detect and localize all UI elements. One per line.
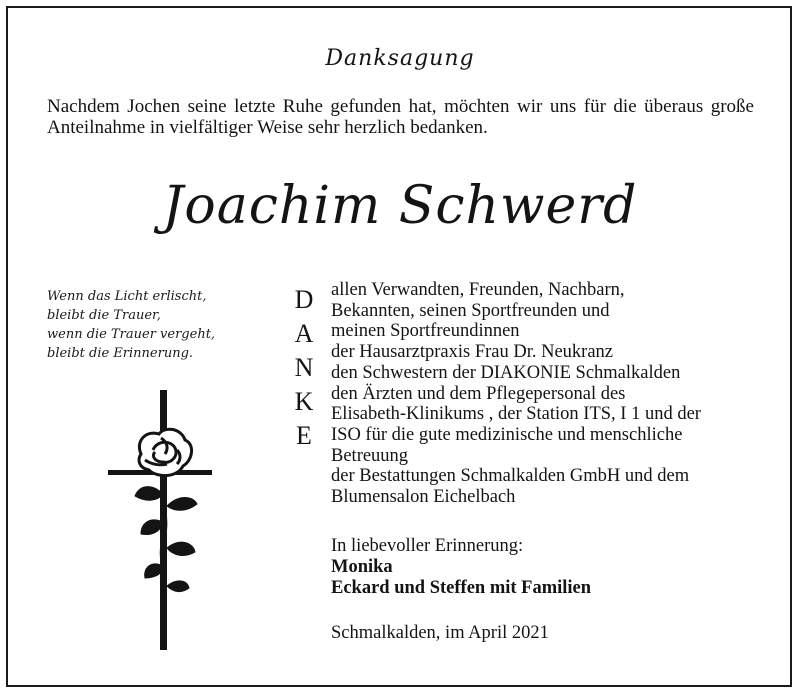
danke-letter: D — [294, 285, 314, 314]
danke-letter: E — [296, 421, 312, 450]
thanks-line: Blumensalon Eichelbach — [331, 487, 516, 508]
thanks-line: der Hausarztpraxis Frau Dr. Neukranz — [331, 342, 614, 363]
danke-letter: A — [294, 319, 314, 348]
danke-vertical — [290, 283, 318, 453]
deceased-name: Joachim Schwerd — [162, 176, 638, 236]
closing-block — [331, 536, 591, 599]
poem-line: wenn die Trauer vergeht, — [47, 327, 216, 342]
danke-letter: N — [294, 353, 314, 382]
poem — [47, 287, 215, 363]
poem-line: Wenn das Licht erlischt, — [47, 289, 207, 304]
poem-line: bleibt die Trauer, — [47, 308, 161, 323]
closing-intro: In liebevoller Erinnerung: — [331, 536, 524, 556]
thanks-line: Bekannten, seinen Sportfreunden und — [331, 300, 610, 321]
intro-text: Nachdem Jochen seine letzte Ruhe gefunden hat, möchten wir uns für die überaus große Anteilnahme in vielfältiger Weise sehr herzlich bedanken. — [47, 96, 754, 138]
thanks-line: Betreuung — [331, 445, 409, 466]
place-date: Schmalkalden, im April 2021 — [331, 623, 549, 643]
thanks-line: den Ärzten und dem Pflegepersonal des — [331, 383, 626, 404]
poem-line: bleibt die Erinnerung. — [47, 346, 194, 361]
thanks-line: meinen Sportfreundinnen — [331, 321, 520, 342]
danke-letter: K — [294, 387, 314, 416]
thanks-line: Elisabeth-Klinikums , der Station ITS, I 1 und der — [331, 404, 701, 425]
thanks-line: ISO für die gute medizinische und menschliche — [331, 424, 683, 445]
thanks-line: allen Verwandten, Freunden, Nachbarn, — [331, 280, 625, 300]
thanks-line: der Bestattungen Schmalkalden GmbH und dem — [331, 466, 690, 487]
thanks-line: den Schwestern der DIAKONIE Schmalkalden — [331, 362, 681, 383]
signer-name: Monika — [331, 557, 393, 577]
signer-name: Eckard und Steffen mit Familien — [331, 578, 592, 598]
cross-with-rose-icon — [105, 390, 215, 650]
heading: Danksagung — [325, 46, 475, 71]
thanks-list — [331, 280, 701, 508]
